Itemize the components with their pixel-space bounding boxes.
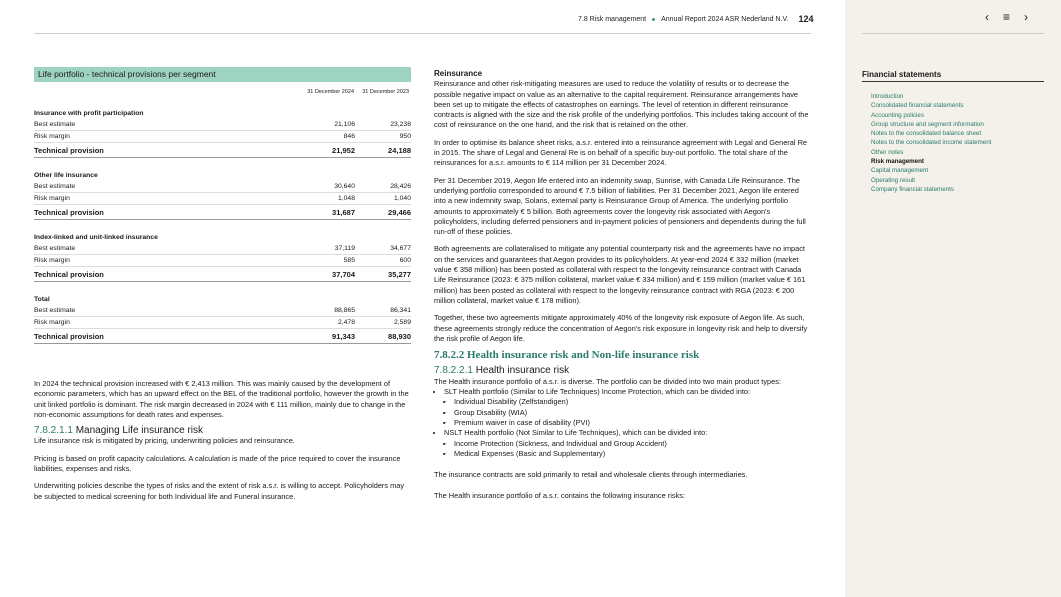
heading-number: 7.8.2.2 [434, 349, 465, 362]
row-label: Best estimate [34, 243, 299, 255]
row-label: Risk margin [34, 193, 299, 205]
previous-page-button[interactable]: ‹ [985, 10, 989, 24]
right-column [434, 69, 811, 502]
value-2024: 31,687 [299, 205, 355, 220]
row-label: Best estimate [34, 181, 299, 193]
row-label: Technical provision [34, 267, 299, 282]
health-portfolio-list [434, 387, 811, 459]
value-2024 [299, 170, 355, 181]
table-row [34, 243, 411, 255]
col-header-2024: 31 December 2024 [307, 89, 354, 95]
value-2024 [299, 108, 355, 119]
value-2023: 29,466 [355, 205, 411, 220]
table-row [34, 131, 411, 143]
value-2023: 950 [355, 131, 411, 143]
value-2023: 34,677 [355, 243, 411, 255]
paragraph-health-risks: The Health insurance portfolio of a.s.r. contains the following insurance risks: [434, 491, 685, 501]
page-navigation [985, 10, 1028, 24]
value-2023: 35,277 [355, 267, 411, 282]
heading-managing-life-risk [34, 426, 411, 436]
value-2024: 37,119 [299, 243, 355, 255]
row-label: Technical provision [34, 205, 299, 220]
table-row [34, 205, 411, 220]
paragraph-pricing: Pricing is based on profit capacity calculations. A calculation is made of the price required to cover the insurance liabilities, expenses and risks. [34, 453, 401, 474]
paragraph-reinsurance-1: Reinsurance and other risk-mitigating measures are used to reduce the volatility of results or to decrease the possible negative impact on value as an alternative to the capital requirement. Reinsurance arrangements have been set up to mitigate the effects of catastrophes on earnings. The level of retention in different reinsurance contracts is aligned with the size and the risk profile of the underlying portfolios. This includes taking account of the cost of reinsurance on the one hand, and the risk that is retained on the other. [434, 79, 809, 130]
col-header-2023: 31 December 2023 [362, 89, 409, 95]
row-label: Risk margin [34, 317, 299, 329]
sub-list-item: - • Group Disability (WIA) [454, 408, 811, 418]
value-2024: 37,704 [299, 267, 355, 282]
paragraph-contracts: The insurance contracts are sold primarily to retail and wholesale clients through intermediaries. [434, 470, 748, 480]
table-row [34, 294, 411, 305]
value-2024: 1,048 [299, 193, 355, 205]
sub-list-item: - • Medical Expenses (Basic and Supplementary) [454, 449, 811, 459]
value-2024: 91,343 [299, 329, 355, 344]
value-2023: 28,426 [355, 181, 411, 193]
value-2023 [355, 170, 411, 181]
value-2024: 585 [299, 255, 355, 267]
value-2024: 21,106 [299, 119, 355, 131]
paragraph-provision-change: In 2024 the technical provision increased with € 2,413 million. This was mainly caused by the development of economic parameters, which has an upward effect on the BEL of the traditional portfolio, however the growth in the unit linked portfolio is dominant. The risk margin decreased in 2024 with € 111 million, mainly due to change in the non-economic assumptions for death rates and expenses. [34, 379, 409, 419]
paragraph-reinsurance-2: In order to optimise its balance sheet risks, a.s.r. entered into a reinsurance agreement with Legal and General Re in 2015. The share of Legal and General Re is on behalf of a specific buy-out portfolio. The total share of the reinsurances for a.s.r. amounts to € 114 million per 31 December 2024. [434, 137, 808, 168]
header-dot [652, 18, 655, 21]
value-2023: 86,341 [355, 305, 411, 317]
value-2023 [355, 108, 411, 119]
spacer-row [34, 344, 411, 351]
toc-item[interactable]: Capital management [871, 167, 929, 175]
row-label: Risk margin [34, 131, 299, 143]
toc-item[interactable]: Consolidated financial statements [871, 102, 964, 110]
sub-list [444, 397, 811, 428]
heading-text: Managing Life insurance risk [75, 425, 203, 437]
paragraph-reinsurance-5: Together, these two agreements mitigate approximately 40% of the longevity risk exposure of Aegon life. As such, these agreements strongly reduce the concentration of Aegon's risk exposure in longevity risk and help to diversify the risk profile of Aegon life. [434, 313, 808, 343]
value-2023: 88,930 [355, 329, 411, 344]
toc-item[interactable]: Operating result [871, 176, 916, 184]
row-label: Risk margin [34, 255, 299, 267]
header-divider [34, 33, 811, 34]
value-2024 [299, 294, 355, 305]
next-page-button[interactable]: › [1024, 10, 1029, 24]
value-2024: 30,640 [299, 181, 355, 193]
toc-item[interactable]: Company financial statements [871, 185, 954, 193]
value-2024: 88,865 [299, 305, 355, 317]
menu-button[interactable]: ≡ [1003, 10, 1011, 24]
page-number: 124 [798, 14, 814, 24]
technical-provisions-table [34, 108, 411, 350]
value-2023: 600 [355, 255, 411, 267]
table-row [34, 267, 411, 282]
row-label: Other life insurance [34, 172, 98, 179]
value-2024: 2,478 [299, 317, 355, 329]
table-row [34, 143, 411, 158]
table-row [34, 108, 411, 119]
heading-number: 7.8.2.2.1 [434, 365, 473, 377]
value-2024: 21,952 [299, 143, 355, 158]
sub-list-item: - • Income Protection (Sickness, and Individual and Group Accident) [454, 439, 811, 449]
table-row [34, 119, 411, 131]
row-label: Technical provision [34, 329, 299, 344]
value-2023: 2,589 [355, 317, 411, 329]
sub-list [444, 439, 811, 460]
value-2023 [355, 232, 411, 243]
left-column [34, 379, 411, 502]
value-2023: 1,040 [355, 193, 411, 205]
toc-item[interactable]: Group structure and segment information [871, 120, 984, 128]
toc-item[interactable]: Notes to the consolidated balance sheet [871, 130, 982, 138]
table-row [34, 329, 411, 344]
paragraph-reinsurance-3: Per 31 December 2019, Aegon life entered into an indemnity swap, Sunrise, with Canada Life Reinsurance. The underlying portfolio corresponded to around € 7.5 billion of liabilities. Per 31 December 2021, Aegon life entered into a new indemnity swap, Solaris, external party is Reinsurance Group of America. The underlying portfolio amounts to approximately € 5 billion. Both agreements cover the longevity risk associated with Aegon's policyholders, including deferred pensioners and in-payment policies of pensioners and dependents during the full run-off of these policies. [434, 175, 806, 237]
header-section: 7.8 Risk management [578, 15, 647, 23]
row-label: Best estimate [34, 119, 299, 131]
heading-health-nonlife [434, 350, 811, 360]
toc-item[interactable]: Introduction [871, 93, 904, 100]
heading-health-risk [434, 366, 811, 376]
value-2024 [299, 232, 355, 243]
sub-list-item: - • Premium waiver in case of disability (PVI) [454, 418, 811, 428]
toc-item[interactable]: Notes to the consolidated income statement [871, 139, 992, 147]
value-2023: 24,188 [355, 143, 411, 158]
value-2024: 846 [299, 131, 355, 143]
row-label: Technical provision [34, 143, 299, 158]
row-label: Total [34, 296, 50, 303]
table-of-contents [871, 92, 991, 194]
list-item [444, 428, 811, 459]
row-label: Insurance with profit participation [34, 110, 144, 117]
list-item [444, 387, 811, 428]
paragraph-underwriting: Underwriting policies describe the types of risks and the extent of risk a.s.r. is willing to accept. Policyholders may be subjected to medical screening for both Individual life and Funeral insurance. [34, 481, 405, 501]
table-row [34, 170, 411, 181]
heading-text: Health insurance risk [475, 365, 570, 377]
side-panel [845, 0, 1061, 597]
paragraph-mitigation: Life insurance risk is mitigated by pricing, underwriting policies and reinsurance. [34, 436, 295, 446]
table-row [34, 193, 411, 205]
list-item-text: NSLT Health portfolio (Not Similar to Life Techniques), which can be divided into: [444, 428, 708, 438]
table-title: Life portfolio - technical provisions per segment [34, 67, 411, 82]
heading-text: Health insurance risk and Non-life insurance risk [467, 349, 700, 362]
value-2023: 23,238 [355, 119, 411, 131]
list-item-text: SLT Health portfolio (Similar to Life Techniques) Income Protection, which can be divided into: [444, 387, 751, 397]
toc-item[interactable]: Other notes [871, 148, 904, 156]
rail-divider [862, 33, 1044, 34]
value-2023 [355, 294, 411, 305]
page-header [578, 14, 814, 24]
table-row [34, 232, 411, 243]
heading-number: 7.8.2.1.1 [34, 425, 73, 437]
paragraph-health-intro: The Health insurance portfolio of a.s.r. is diverse. The portfolio can be divided into two main product types: [434, 376, 781, 386]
table-row [34, 305, 411, 317]
table-row [34, 255, 411, 267]
row-label: Index-linked and unit-linked insurance [34, 234, 158, 241]
sub-list-item: - • Individual Disability (Zelfstandigen) [454, 397, 811, 407]
heading-reinsurance: Reinsurance [434, 69, 483, 78]
toc-item[interactable]: Risk management [871, 158, 924, 166]
header-report: Annual Report 2024 ASR Nederland N.V. [661, 15, 789, 23]
toc-title: Financial statements [862, 70, 1044, 82]
toc-item[interactable]: Accounting policies [871, 111, 924, 119]
table-row [34, 181, 411, 193]
paragraph-reinsurance-4: Both agreements are collateralised to mitigate any potential counterparty risk and the agreements have no impact on the services and guarantees that Aegon provides to its policyholders. At year-end 2024 € 332 million (market value € 358 million) has been posted as collateral with respect to the longevity reinsurance contract with Canada Life Reinsurance (2023: € 375 million collateral, market value € 334 million) and € 159 million (market value € 161 million) has been posted as collateral with respect to the longevity reinsurance contract with RGA (2023: € 200 million collateral, market value € 178 million). [434, 244, 806, 305]
table-row [34, 317, 411, 329]
row-label: Best estimate [34, 305, 299, 317]
